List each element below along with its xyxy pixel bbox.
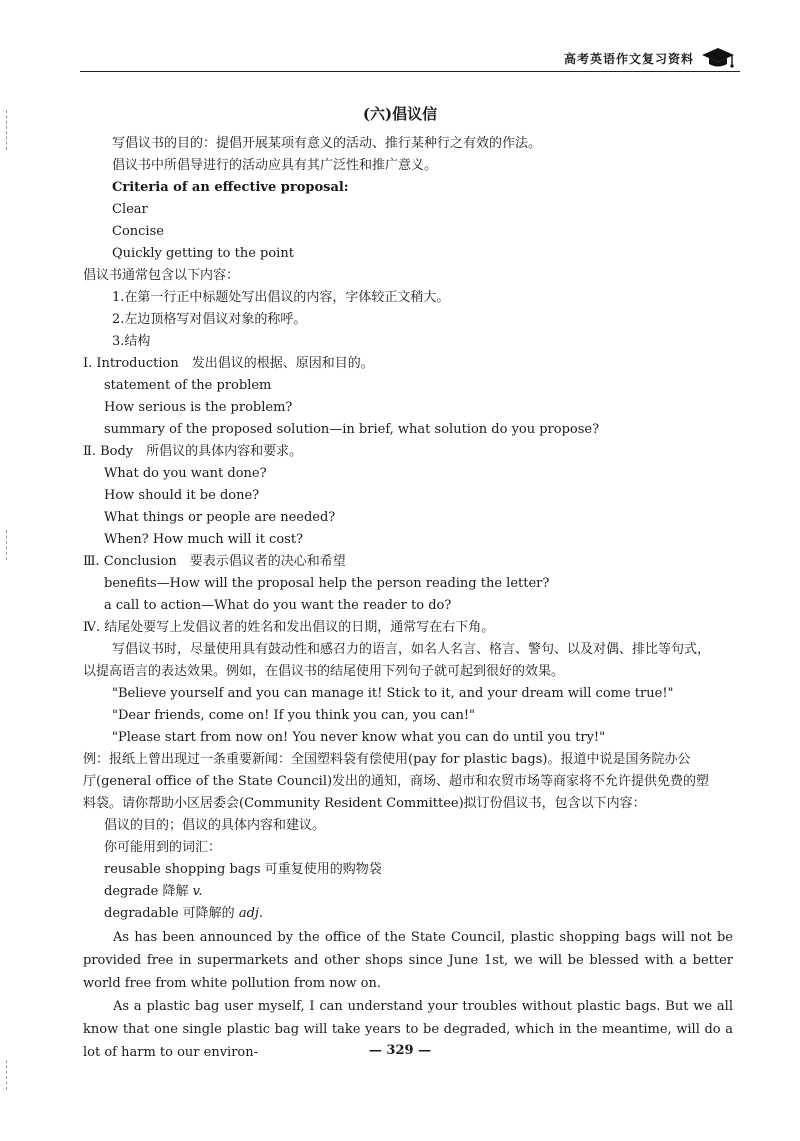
- graduation-cap-icon: [700, 45, 736, 73]
- essay-paragraph: As has been announced by the office of the State Council, plastic shopping bags will not be provided free in supermarkets and other shops since June 1st, we will be blessed with a better world free from white pollution from now on.: [83, 930, 733, 991]
- text-line: summary of the proposed solution—in brief, what solution do you propose?: [104, 422, 600, 437]
- vocab-line: [104, 906, 263, 922]
- text-line: When? How much will it cost?: [104, 532, 304, 547]
- text-line: What things or people are needed?: [104, 510, 336, 525]
- text-line: benefits—How will the proposal help the person reading the letter?: [104, 576, 550, 591]
- text-line: What do you want done?: [104, 466, 267, 481]
- text-line: Ⅳ. 结尾处要写上发倡议者的姓名和发出倡议的日期，通常写在右下角。: [83, 620, 495, 635]
- text-line: Quickly getting to the point: [112, 246, 294, 261]
- text-line: 例：报纸上曾出现过一条重要新闻：全国塑料袋有偿使用(pay for plastic bags)。报道中说是国务院办公: [83, 752, 691, 767]
- criteria-heading: Criteria of an effective proposal:: [112, 180, 349, 195]
- text-line: 1.在第一行正中标题处写出倡议的内容，字体较正文稍大。: [112, 290, 450, 305]
- text-line: 料袋。请你帮助小区居委会(Community Resident Committee)拟订份倡议书，包含以下内容：: [83, 796, 646, 811]
- vocab-pos: v.: [192, 884, 203, 899]
- text-line: statement of the problem: [104, 378, 272, 393]
- text-line: Clear: [112, 202, 148, 217]
- vocab-word: degradable 可降解的: [104, 906, 235, 921]
- vocab-line: [104, 884, 203, 900]
- text-line: 倡议书通常包含以下内容：: [83, 268, 240, 283]
- quote-line: "Believe yourself and you can manage it! Stick to it, and your dream will come true!": [112, 686, 674, 701]
- text-line: 倡议书中所倡导进行的活动应具有其广泛性和推广意义。: [112, 158, 438, 173]
- text-line: a call to action—What do you want the reader to do?: [104, 598, 452, 613]
- text-line: Ⅱ. Body 所倡议的具体内容和要求。: [83, 444, 303, 459]
- quote-line: "Please start from now on! You never know what you can do until you try!": [112, 730, 606, 745]
- margin-mark: [6, 1060, 7, 1090]
- header-rule: [80, 71, 740, 72]
- vocab-word: degrade 降解: [104, 884, 189, 899]
- margin-mark: [6, 530, 7, 560]
- text-line: 厅(general office of the State Council)发出的通知，商场、超市和农贸市场等商家将不允许提供免费的塑: [83, 774, 710, 789]
- header-title: 高考英语作文复习资料: [563, 52, 694, 66]
- text-line: 3.结构: [112, 334, 151, 349]
- vocab-line: reusable shopping bags 可重复使用的购物袋: [104, 862, 382, 877]
- text-line: 写倡议书的目的：提倡开展某项有意义的活动、推行某种行之有效的作法。: [112, 136, 542, 151]
- text-line: 倡议的目的；倡议的具体内容和建议。: [104, 818, 326, 833]
- vocab-pos: adj.: [238, 906, 264, 921]
- quote-line: "Dear friends, come on! If you think you can, you can!": [112, 708, 476, 723]
- text-line: Concise: [112, 224, 164, 239]
- text-line: 2.左边顶格写对倡议对象的称呼。: [112, 312, 307, 327]
- text-line: 你可能用到的词汇：: [104, 840, 222, 855]
- text-line: Ⅲ. Conclusion 要表示倡议者的决心和希望: [83, 554, 346, 569]
- text-line: Ⅰ. Introduction 发出倡议的根据、原因和目的。: [83, 356, 374, 371]
- page-number: — 329 —: [368, 1043, 432, 1058]
- text-line: How serious is the problem?: [104, 400, 293, 415]
- page-header: [80, 40, 740, 76]
- section-title: (六)倡议信: [362, 105, 438, 123]
- essay-paragraph: As a plastic bag user myself, I can understand your troubles without plastic bags. But we all know that one single plastic bag will take years to be degraded, which in the meantime, will do a lot of harm to our environ-: [83, 999, 733, 1060]
- text-line: 以提高语言的表达效果。例如，在倡议书的结尾使用下列句子就可起到很好的效果。: [83, 664, 565, 679]
- text-line: How should it be done?: [104, 488, 260, 503]
- text-line: 写倡议书时，尽量使用具有鼓动性和感召力的语言，如名人名言、格言、警句、以及对偶、排比等句式，: [112, 642, 711, 657]
